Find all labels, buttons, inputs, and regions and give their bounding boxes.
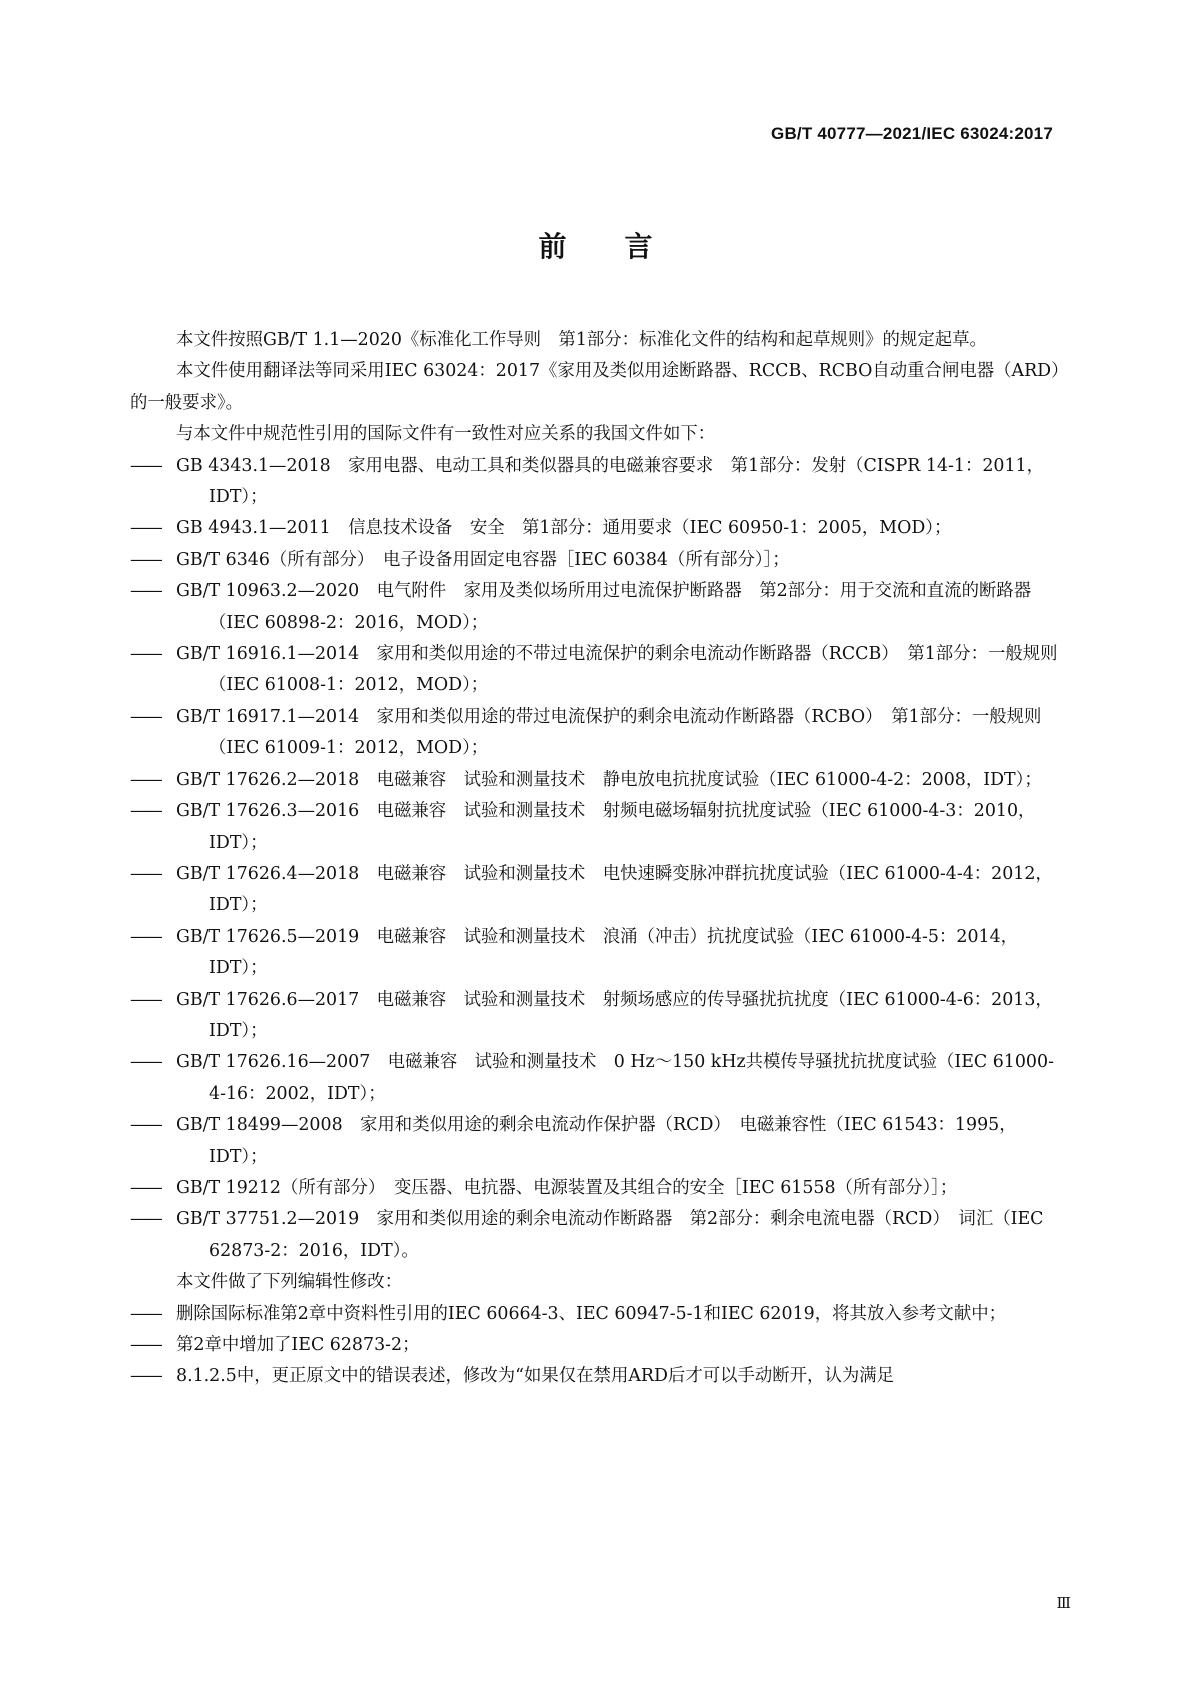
list-dash: ——	[130, 706, 161, 727]
list-dash: ——	[130, 863, 161, 884]
list-dash: ——	[130, 801, 161, 822]
reference-item: —— GB/T 17626.16—2007 电磁兼容 试验和测量技术 0 Hz～150 kHz共模传导骚扰抗扰度试验（IEC 61000-4-16：2002，IDT）；	[130, 1047, 1062, 1110]
reference-item: —— GB/T 17626.6—2017 电磁兼容 试验和测量技术 射频场感应的传导骚扰抗扰度（IEC 61000-4-6：2013，IDT）；	[130, 985, 1062, 1048]
reference-item: —— GB/T 16916.1—2014 家用和类似用途的不带过电流保护的剩余电流动作断路器（RCCB） 第1部分：一般规则（IEC 61008-1：2012，MOD）；	[130, 639, 1062, 702]
standard-number: GB/T 40777—2021/IEC 63024:2017	[771, 124, 1053, 143]
edit-item: —— 第2章中增加了IEC 62873-2；	[130, 1330, 1062, 1361]
list-dash: ——	[130, 1052, 161, 1073]
reference-item: —— GB 4943.1—2011 信息技术设备 安全 第1部分：通用要求（IEC 60950-1：2005，MOD）；	[130, 513, 1062, 544]
list-dash: ——	[130, 644, 161, 665]
reference-item: —— GB/T 16917.1—2014 家用和类似用途的带过电流保护的剩余电流动作断路器（RCBO） 第1部分：一般规则（IEC 61009-1：2012，MOD）；	[130, 702, 1062, 765]
reference-item: —— GB/T 18499—2008 家用和类似用途的剩余电流动作保护器（RCD） 电磁兼容性（IEC 61543：1995，IDT）；	[130, 1110, 1062, 1173]
edit-item: —— 8.1.2.5中，更正原文中的错误表述，修改为“如果仅在禁用ARD后才可以手动断开，认为满足	[130, 1361, 1062, 1392]
list-dash: ——	[130, 1335, 161, 1355]
list-dash: ——	[130, 926, 161, 947]
reference-item: —— GB/T 17626.2—2018 电磁兼容 试验和测量技术 静电放电抗扰度试验（IEC 61000-4-2：2008，IDT）；	[130, 765, 1062, 796]
intro-paragraph: 本文件按照GB/T 1.1—2020《标准化工作导则 第1部分：标准化文件的结构和起草规则》的规定起草。	[176, 330, 987, 350]
reference-item: —— GB/T 17626.4—2018 电磁兼容 试验和测量技术 电快速瞬变脉冲群抗扰度试验（IEC 61000-4-4：2012，IDT）；	[130, 859, 1062, 922]
reference-item: —— GB/T 6346（所有部分） 电子设备用固定电容器［IEC 60384（所有部分）］；	[130, 545, 1062, 576]
list-dash: ——	[130, 1115, 161, 1136]
foreword-body	[130, 325, 1062, 1393]
reference-item: —— GB/T 37751.2—2019 家用和类似用途的剩余电流动作断路器 第2部分：剩余电流电器（RCD） 词汇（IEC 62873-2：2016，IDT）。	[130, 1204, 1062, 1267]
page-number: Ⅲ	[1056, 1594, 1071, 1612]
list-dash: ——	[130, 549, 161, 570]
list-dash: ——	[130, 1209, 161, 1230]
edits-intro: 本文件做了下列编辑性修改：	[176, 1272, 403, 1293]
intro-paragraph: 与本文件中规范性引用的国际文件有一致性对应关系的我国文件如下：	[176, 424, 716, 445]
list-dash: ——	[130, 1303, 161, 1324]
list-dash: ——	[130, 581, 161, 602]
list-dash: ——	[130, 769, 161, 790]
reference-item: —— GB 4343.1—2018 家用电器、电动工具和类似器具的电磁兼容要求 第1部分：发射（CISPR 14-1：2011，IDT）；	[130, 451, 1062, 514]
reference-item: —— GB/T 19212（所有部分） 变压器、电抗器、电源装置及其组合的安全［IEC 61558（所有部分）］；	[130, 1173, 1062, 1204]
list-dash: ——	[130, 518, 161, 539]
reference-item: —— GB/T 10963.2—2020 电气附件 家用及类似场所用过电流保护断路器 第2部分：用于交流和直流的断路器（IEC 60898-2：2016，MOD）；	[130, 576, 1062, 639]
edit-item: —— 删除国际标准第2章中资料性引用的IEC 60664-3、IEC 60947-5-1和IEC 62019，将其放入参考文献中；	[130, 1299, 1062, 1330]
list-dash: ——	[130, 455, 161, 476]
list-dash: ——	[130, 1366, 161, 1387]
title-char-2: 言	[624, 230, 653, 263]
reference-item: —— GB/T 17626.5—2019 电磁兼容 试验和测量技术 浪涌（冲击）抗扰度试验（IEC 61000-4-5：2014，IDT）；	[130, 922, 1062, 985]
intro-paragraph: 本文件使用翻译法等同采用IEC 63024：2017《家用及类似用途断路器、RCCB、RCBO自动重合闸电器（ARD）的一般要求》。	[130, 361, 1060, 413]
page-title	[0, 225, 1191, 265]
reference-item: —— GB/T 17626.3—2016 电磁兼容 试验和测量技术 射频电磁场辐射抗扰度试验（IEC 61000-4-3：2010，IDT）；	[130, 796, 1062, 859]
title-char-1: 前	[538, 230, 567, 263]
list-dash: ——	[130, 989, 161, 1010]
list-dash: ——	[130, 1177, 161, 1198]
